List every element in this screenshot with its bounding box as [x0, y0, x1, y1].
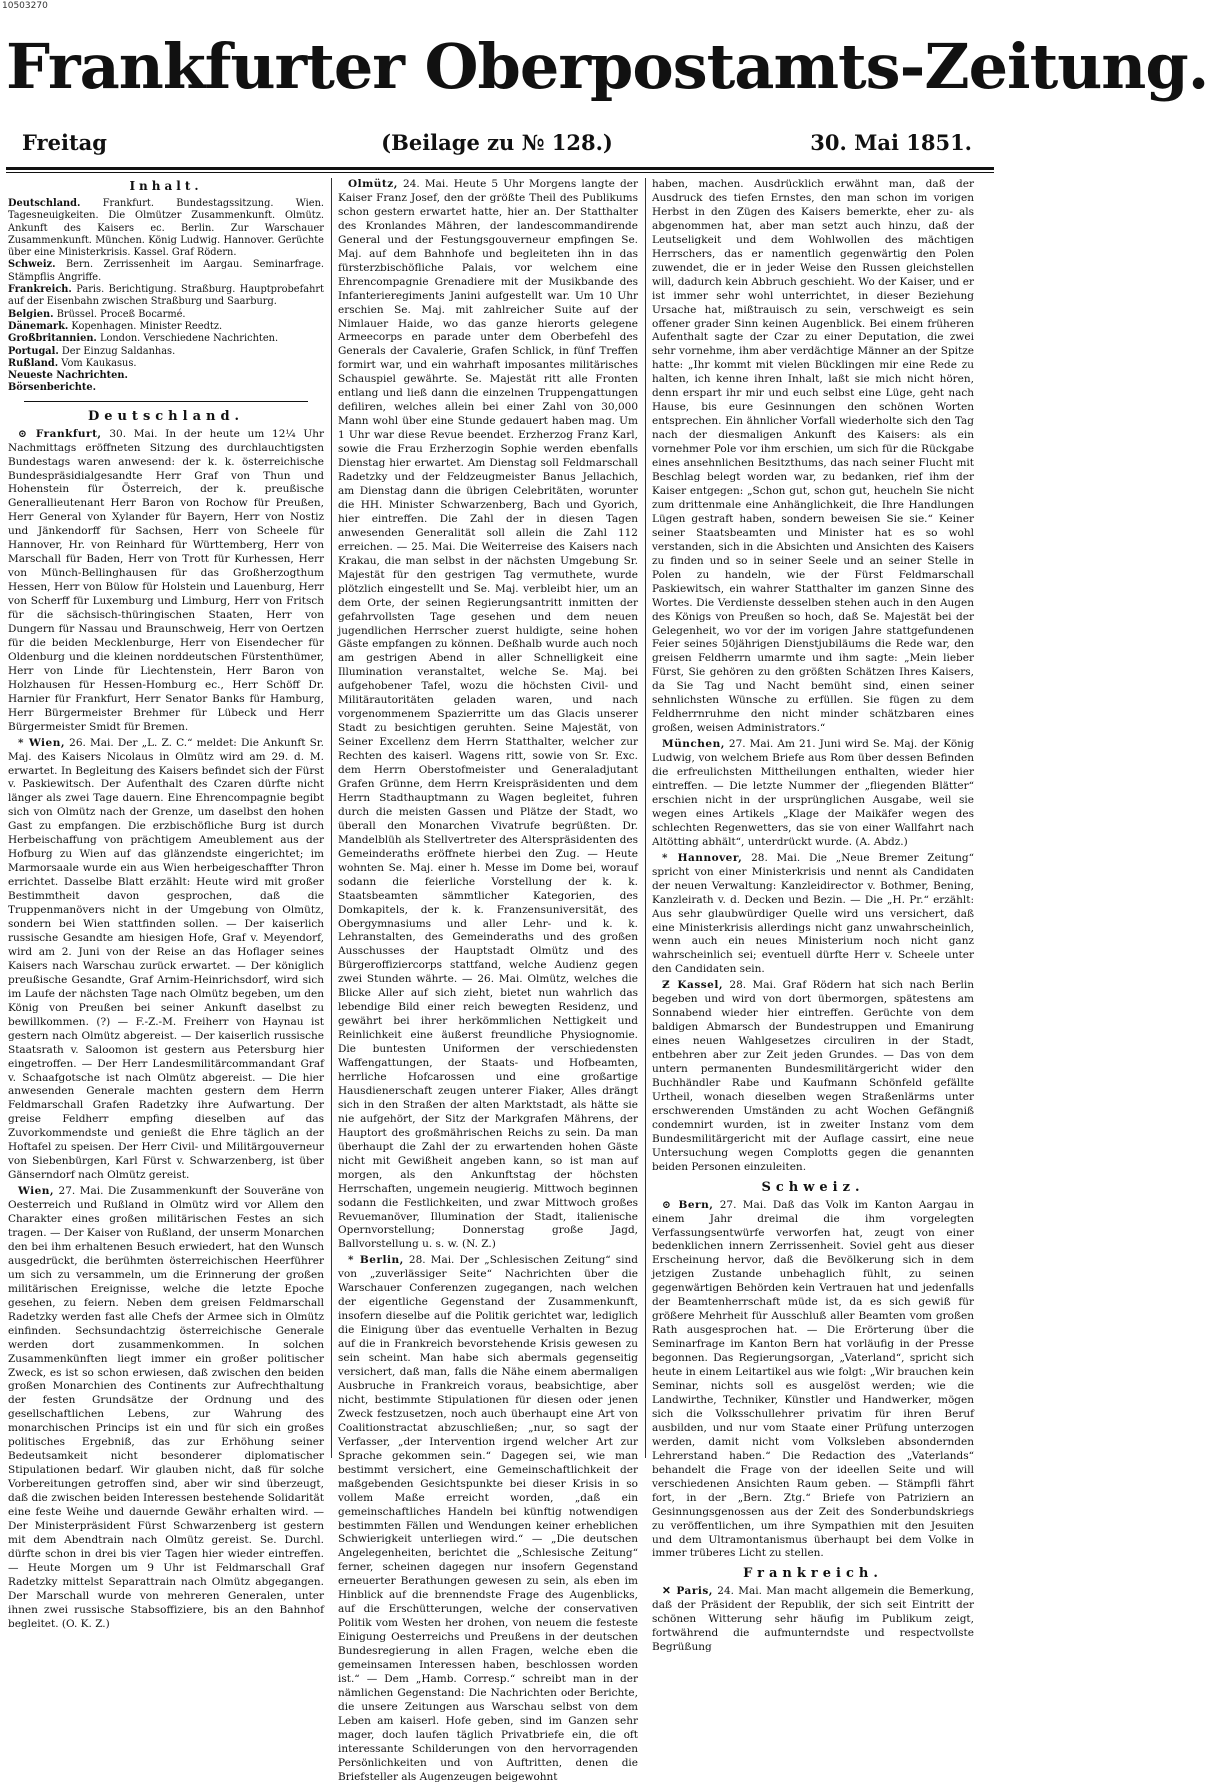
article-text: 28. Mai. Graf Rödern hat sich nach Berlin begeben und wird von dort übermorgen, spätestens am Sonnabend wieder hier eintreffen. Gerüchte von dem baldigen Abmarsch der Bundestruppen und Emanirung eines neuen Wahlgesetzes circuliren in der Stadt, entbehren aber zur Zeit jeden Grundes. — Das von dem untern permanenten Bundesmilitärgericht wider den Buchhändler Rabe und Kaufmann Schönfeld gefällte Urtheil, wonach dieselben wegen Straßenlärms unter erschwerenden Umständen zu acht Wochen Gefängniß condemnirt wurden, ist in zweiter Instanz vom dem Bundesmilitärgericht mit der Auflage cassirt, eine neue Untersuchung wegen Complotts gegen die genannten beiden Personen einzuleiten.	[652, 979, 974, 1173]
article-paragraph	[652, 738, 974, 850]
toc-entry	[8, 198, 324, 259]
toc-entry	[8, 309, 324, 321]
section-title: Deutschland.	[87, 408, 245, 424]
article-paragraph	[8, 1185, 324, 1632]
dateline-date: 30. Mai 1851.	[810, 130, 972, 155]
toc-text: Paris. Berichtigung. Straßburg. Hauptprobefahrt auf der Eisenbahn zwischen Straßburg und Saarburg.	[8, 284, 324, 308]
header-rule-thin	[6, 172, 994, 173]
toc-list	[8, 198, 324, 395]
article-dateline: Olmütz,	[348, 178, 398, 190]
toc-text: Der Einzug Saldanhas.	[58, 345, 176, 357]
article-dateline: ✕ Paris,	[662, 1585, 713, 1598]
article-dateline: Ƶ Kassel,	[662, 979, 723, 992]
column-divider	[645, 178, 646, 1458]
dateline-day: Freitag	[22, 130, 107, 155]
toc-section: Neueste Nachrichten.	[8, 370, 128, 382]
column-3-articles	[652, 178, 974, 1655]
toc-entry	[8, 333, 324, 345]
toc-entry	[8, 284, 324, 309]
dateline	[22, 130, 972, 160]
article-dateline: * Berlin,	[348, 1254, 404, 1267]
toc-text: Vom Kaukasus.	[58, 357, 137, 369]
toc-entry	[8, 382, 324, 394]
article-text: 28. Mai. Die „Neue Bremer Zeitung“ spricht von einer Ministerkrisis und nennt als Candidaten der neuen Verwaltung: Kanzleidirector v. Bothmer, Bening, Kanzleirath v. d. Decken und Bezin. — Die „H. Pr.“ erzählt: Aus sehr glaubwürdiger Quelle wird uns versichert, daß eine Ministerkrisis allerdings nicht ganz unwahrscheinlich, wenn auch ein neues Ministerium noch nicht ganz wahrscheinlich sei; eventuell dürfte Herr v. Scheele unter den Candidaten sein.	[652, 851, 974, 976]
column-3	[652, 178, 974, 1654]
article-text: 24. Mai. Man macht allgemein die Bemerkung, daß der Präsident der Republik, der sich seit Eintritt der schönen Witterung sehr häufig im Publikum zeigt, fortwährend die aufmunterndste und respectvollste Begrüßung	[652, 1585, 974, 1654]
article-paragraph	[8, 737, 324, 1184]
toc-section: Schweiz.	[8, 259, 56, 271]
article-paragraph	[338, 1254, 638, 1784]
column-divider	[331, 178, 332, 1458]
column-2-articles	[338, 178, 638, 1785]
article-text: 27. Mai. Daß das Volk im Kanton Aargau in einem Jahr dreimal die ihm vorgelegten Verfassungsentwürfe verworfen hat, zeugt von einer bedenklichen innern Zerrissenheit. Soviel geht aus dieser Erscheinung hervor, daß die Bevölkerung sich in dem jetzigen Zustande unbehaglich fühlt, zu seinen gegenwärtigen Behörden kein Vertrauen hat und jedenfalls der Beamtenherrschaft müde ist, da es sich gewiß für größere Mehrheit für Ausschluß aller Beamten vom großen Rath ausgesprochen hat. — Die Erörterung über die Seminarfrage im Kanton Bern hat vorläufig in der Presse begonnen. Das Regierungsorgan, „Vaterland“, spricht sich heute in einem Leitartikel aus wie folgt: „Wir brauchen kein Seminar, nichts soll es ausgelöst werden; wie die Landwirthe, Techniker, Künstler und Handwerker, mögen sich die Volksschullehrer privatim für ihren Beruf ausbilden, und nur vom Staate einer Prüfung unterzogen werden, damit nicht vom Volksleben absondernden Lehrerstand haben.“ Die Redaction des „Vaterlands“ behandelt die Frage von der ideellen Seite und will verschiedenen Ansichten Raum geben. — Stämpfli fährt fort, in der „Bern. Ztg.“ Briefe von Patriziern an Gesinnungsgenossen aus der Zeit des Sonderbundskriegs zu veröffentlichen, um ihre Sympathien mit den Jesuiten und dem Ultramontanismus überhaupt bei dem Volke in immer trüberes Licht zu stellen.	[652, 1198, 974, 1560]
toc-rule	[24, 401, 308, 402]
dateline-supplement: (Beilage zu № 128.)	[381, 130, 613, 155]
header-rule	[6, 167, 994, 170]
section-title: Schweiz.	[761, 1179, 865, 1195]
article-dateline: * Hannover,	[662, 851, 743, 864]
column-2	[338, 178, 638, 1783]
article-dateline: München,	[662, 738, 725, 751]
toc-section: Deutschland.	[8, 197, 81, 209]
page-id: 10503270	[2, 1, 48, 11]
article-dateline: ⊙ Frankfurt,	[18, 427, 102, 440]
article-dateline: * Wien,	[18, 736, 66, 749]
toc-section: Portugal.	[8, 345, 59, 357]
article-paragraph	[8, 428, 324, 735]
toc-entry	[8, 358, 324, 370]
article-text: 28. Mai. Der „Schlesischen Zeitung“ sind von „zuverlässiger Seite“ Nachrichten über die Warschauer Conferenzen zugegangen, nach welchen der eigentliche Gegenstand der Zusammenkunft, insofern dieselbe auf die Politik gerichtet war, lediglich die Einigung über das eventuelle Verhalten in Bezug auf die in Frankreich bevorstehende Krisis gewesen zu sein scheint. Man habe sich abermals gegenseitig versichert, daß man, falls die Nähe einem abermaligen Ausbruche in Frankreich voraus, beabsichtige, aber nicht, bestimmte Stipulationen für diesen oder jenen Zweck festzusetzen, noch auch überhaupt eine Art von Coalitionstractat abzuschließen; „nur, so sagt der Verfasser, „der Intervention irgend welcher Art zur Sprache gekommen sein.“ Dagegen sei, wie man bestimmt versichert, eine Gemeinschaftlichkeit der maßgebenden Gesichtspunkte bei dieser Krisis in so vollem Maße erreicht worden, „daß ein gemeinschaftliches Handeln bei künftig notwendigen bestimmten Fällen und Wendungen keiner erheblichen Schwierigkeit unterliegen wird.“ — „Die deutschen Angelegenheiten, berichtet die „Schlesische Zeitung“ ferner, scheinen dagegen nur insofern Gegenstand erneuerter Berathungen gewesen zu sein, als eben im Hinblick auf die brennendste Frage des Augenblicks, auf die Erschütterungen, welche der conservativen Politik vom Westen her drohen, von neuem die festeste Einigung Oesterreichs und Preußens in der deutschen Bundesregierung in allen Fragen, welche eben die gemeinsamen Interessen haben, beschlossen worden ist.“ — Dem „Hamb. Corresp.“ schreibt man in der nämlichen Gegenstand: Die Nachrichten oder Berichte, die unsere Zeitungen aus Warschau selbst von dem Leben am kaiserl. Hofe geben, sind im Ganzen sehr mager, doch laufen täglich Privatbriefe ein, die oft interessante Schilderungen von den hervorragenden Persönlichkeiten und von Auftritten, denen die Briefsteller als Augenzeugen beigewohnt	[338, 1254, 638, 1783]
article-paragraph	[652, 1199, 974, 1562]
article-paragraph	[652, 852, 974, 978]
toc-section: Dänemark.	[8, 320, 69, 332]
toc-section: Belgien.	[8, 308, 54, 320]
article-paragraph	[652, 979, 974, 1174]
toc-text: Frankfurt. Bundestagssitzung. Wien. Tagesneuigkeiten. Die Olmützer Zusammenkunft. Olmütz. Ankunft des Kaisers ec. Berlin. Zur Warschauer Zusammenkunft. München. König Ludwig. Hannover. Gerüchte über eine Ministerkrisis. Kassel. Graf Rödern.	[8, 197, 324, 259]
column-1	[8, 178, 324, 1630]
toc-title: Inhalt.	[129, 179, 203, 193]
article-text: 26. Mai. Der „L. Z. C.“ meldet: Die Ankunft Sr. Maj. des Kaisers Nicolaus in Olmütz wird am 29. d. M. erwartet. In Begleitung des Kaisers befindet sich der Fürst v. Paskiewitsch. Der Aufenthalt des Czaren dürfte nicht länger als zwei Tage dauern. Eine Ehrencompagnie begibt sich von Olmütz nach der Grenze, um daselbst den hohen Gast zu empfangen. Die erzbischöfliche Burg ist durch Herbeischaffung von prächtigem Ameublement aus der Hofburg zu Wien auf das glänzendste eingerichtet; im Marmorsaale wurde ein aus Wien herbeigeschaffter Thron errichtet. Dasselbe Blatt erzählt: Heute wird mit großer Bestimmtheit davon gesprochen, daß die Truppenmanövers nicht in der Umgebung von Olmütz, sondern bei Wien stattfinden sollen. — Der kaiserlich russische Gesandte am hiesigen Hofe, Graf v. Meyendorf, wird am 2. Juni von der Reise an das Hoflager seines Kaisers nach Warschau zurück erwartet. — Der königlich preußische Gesandte, Graf Arnim-Heinrichsdorf, wird sich im Laufe der nächsten Tage nach Olmütz begeben, um den König von Preußen bei seiner Ankunft daselbst zu bewillkommen. (?) — F.-Z.-M. Freiherr von Haynau ist gestern nach Olmütz abgereist. — Der kaiserlich russische Staatsrath v. Saloomon ist gestern aus Petersburg hier eingetroffen. — Der Herr Landesmilitärcommandant Graf v. Schaafgotsche ist nach Olmütz abgereist. — Die hier anwesenden Generale machten gestern dem Herrn Feldmarschall Grafen Radetzky ihre Aufwartung. Der greise Feldherr empfing dieselben auf das Zuvorkommendste und genießt die Ehre täglich an der Hoftafel zu speisen. Der Herr Civil- und Militärgouverneur von Siebenbürgen, Karl Fürst v. Schwarzenberg, ist über Gänserndorf nach Olmütz gereist.	[8, 736, 324, 1182]
toc-section: Rußland.	[8, 357, 59, 369]
toc-entry	[8, 370, 324, 382]
column-1-articles	[8, 428, 324, 1632]
article-text: 27. Mai. Am 21. Juni wird Se. Maj. der König Ludwig, von welchem Briefe aus Rom über dessen Befinden die erfreulichsten Mittheilungen enthalten, wieder hier eintreffen. — Die letzte Nummer der „fliegenden Blätter“ erschien nicht in der ursprünglichen Ausgabe, weil sie wegen eines Artikels „Klage der Maikäfer wegen des schlechten Regenwetters, das sie von einer Wallfahrt nach Altötting abhält“, unterdrückt wurde. (A. Abdz.)	[652, 738, 974, 848]
section-title: Frankreich.	[743, 1566, 883, 1582]
toc-section: Großbritannien.	[8, 333, 97, 345]
toc-text: London. Verschiedene Nachrichten.	[96, 333, 279, 345]
article-text: haben, machen. Ausdrücklich erwähnt man, daß der Ausdruck des tiefen Ernstes, den man schon im vorigen Herbst in den Zügen des Kaisers bemerkte, eher zu- als abgenommen hat, aber man setzt auch hinzu, daß der Leutseligkeit und dem Wohlwollen des mächtigen Herrschers, das er namentlich gegenwärtig den Polen zuwendet, die er in jeder Weise den Russen gleichstellen will, dadurch kein Abbruch geschieht. Wo der Kaiser, und er ist immer sehr wohl unterrichtet, in dieser Beziehung Ursache hat, mißtrauisch zu sein, verschweigt es sein offener grader Sinn keinen Augenblick. Bei einem früheren Aufenthalt sagte der Czar zu einer Deputation, die zwei sehr vornehme, ihm aber verdächtige Männer an der Spitze hatte: „Ihr kommt mit vielen Bücklingen mir eine Rede zu halten, ich kenne ihren Inhalt, laßt sie mich nicht hören, denn erspart ihr mir und euch selbst eine Lüge, geht nach Hause, bis eure Gesinnungen den schönen Worten entsprechen. Ein ähnlicher Vorfall wiederholte sich den Tag nach der diesmaligen Ankunft des Kaisers: als ein vornehmer Pole vor ihm erschien, um sich für die Rückgabe eines ansehnlichen Besitzthums, das nach seiner Flucht mit Beschlag belegt worden war, zu bedanken, rief ihm der Kaiser entgegen: „Schon gut, schon gut, heucheln Sie nicht zum drittenmale eine Anhänglichkeit, die Ihre Handlungen Lügen gestraft haben, sondern beweisen Sie sie.“ Keiner seiner Staatsbeamten und Minister hat es so wohl verstanden, sich in die Absichten und Ansichten des Kaisers zu finden und so in seiner Seele und an seiner Stelle in Polen zu handeln, wie der Fürst Feldmarschall Paskiewitsch, ein wahrer Statthalter im ganzen Sinne des Wortes. Die Verdienste desselben stehen auch in den Augen des Königs von Preußen so hoch, daß Se. Majestät bei der Gelegenheit, wo vor der im vorigen Jahre stattgefundenen Feier seines 50jährigen Dienstjubiläums die Rede war, den greisen Feldherrn umarmte und ihm sagte: „Mein lieber Fürst, Sie gehören zu den größten Schätzen Ihres Kaisers, da Sie Tag und Nacht bemüht sind, einen seiner sehnlichsten Wünsche zu erfüllen. Sie fügen zu dem Feldherrnruhme den nicht minder schätzbaren eines großen, weisen Administrators.“	[652, 178, 974, 735]
toc-text: Bern. Zerrissenheit im Aargau. Seminarfrage. Stämpflis Angriffe.	[8, 259, 324, 283]
article-paragraph	[338, 178, 638, 1252]
article-text: 27. Mai. Die Zusammenkunft der Souveräne von Oesterreich und Rußland in Olmütz wird vor Allem den Charakter eines großen militärischen Festes an sich tragen. — Der Kaiser von Rußland, der unserm Monarchen den bei ihm erhaltenen Besuch erwiedert, hat den Wunsch ausgedrückt, die berühmten österreichischen Heerführer um sich zu versammeln, um die Erinnerung der großen militärischen Ereignisse, welche die letzte Epoche gesehen, zu feiern. Neben dem greisen Feldmarschall Radetzky werden fast alle Chefs der Armee sich in Olmütz einfinden. Sechsundachtzig österreichische Generale werden dort zusammenkommen. In solchen Zusammenkünften liegt immer ein großer politischer Zweck, es ist so schon erwiesen, daß zwischen den beiden großen Monarchien des Continents zur Aufrechthaltung der festen Grundsätze der Ordnung und des gesellschaftlichen Lebens, zur Wahrung des monarchischen Princips ist ein und für sich ein großes politisches Ergebniß, das zur Erhöhung seiner Bedeutsamkeit nicht besonderer diplomatischer Stipulationen bedarf. Wir glauben nicht, daß für solche Vorbereitungen getroffen sind, aber wir sind überzeugt, daß die zwischen beiden Interessen bestehende Solidarität eine feste Weihe und dauernde Gewähr erhalten wird. — Der Ministerpräsident Fürst Schwarzenberg ist gestern mit dem Abendtrain nach Olmütz gereist. Se. Durchl. dürfte schon in drei bis vier Tagen hier wieder eintreffen. — Heute Morgen um 9 Uhr ist Feldmarschall Graf Radetzky mittelst Separattrain nach Olmütz abgegangen. Der Marschall wurde von mehreren Generalen, unter ihnen zwei russische Stabsoffiziere, bis an den Bahnhof begleitet. (O. K. Z.)	[8, 1185, 324, 1630]
toc-entry	[8, 321, 324, 333]
toc-entry	[8, 259, 324, 284]
toc-section: Börsenberichte.	[8, 382, 97, 394]
article-dateline: Wien,	[18, 1185, 55, 1198]
article-paragraph	[652, 1585, 974, 1655]
article-dateline: ⊙ Bern,	[662, 1198, 714, 1211]
article-text: 24. Mai. Heute 5 Uhr Morgens langte der Kaiser Franz Josef, den der größte Theil des Publikums schon gestern erwartet hatte, hier an. Der Statthalter des Kronlandes Mähren, der landescommandirende General und der Festungsgouverneur empfingen Se. Maj. auf dem Bahnhofe und begleiteten ihn in das fürsterzbischöfliche Palais, vor welchem eine Ehrencompagnie Grenadiere mit der Musikbande des Infanterieregiments Janini aufgestellt war. Um 10 Uhr erschien Se. Maj. mit zahlreicher Suite auf der Nimlauer Haide, wo das ganze hierorts gelegene Armeecorps en parade unter dem Oberbefehl des Generals der Cavalerie, Grafen Schlick, in fünf Treffen formirt war, und ein wahrhaft imposantes militärisches Schauspiel gewährte. Se. Majestät ritt alle Fronten entlang und ließ dann die einzelnen Truppengattungen defiliren, welches allein bei einer Zahl von 30,000 Mann wohl über eine Stunde gedauert haben mag. Um 1 Uhr war diese Revue beendet. Erzherzog Franz Karl, sowie die Frau Erzherzogin Sophie werden ebenfalls Dienstag hier erwartet. Am Dienstag soll Feldmarschall Radetzky und der Feldzeugmeister Banus Jellachich, am Dienstag dann die übrigen Celebritäten, worunter die HH. Minister Schwarzenberg, Bach und Gyorich, hier eintreffen. Die Zahl der in diesen Tagen anwesenden Generalität soll allein die Zahl 112 erreichen. — 25. Mai. Die Weiterreise des Kaisers nach Krakau, die man selbst in der nächsten Umgebung Sr. Majestät für den gestrigen Tag vermuthete, wurde plötzlich eingestellt und Se. Maj. verbleibt hier, um an dem Orte, der seinen Regierungsantritt inmitten der gefahrvollsten Tage gesehen und dem neuen jugendlichen Herrscher zuerst huldigte, seine hohen Gäste empfangen zu können. Deßhalb wurde auch noch am gestrigen Abend in aller Schnelligkeit eine Illumination veranstaltet, welche Se. Maj. bei aufgehobener Tafel, wozu die höchsten Civil- und Militärautoritäten geladen waren, und nach vorgenommenem Spazierritte um das Glacis unserer Stadt zu besichtigen geruhten. Seine Majestät, von Seiner Excellenz dem Herrn Statthalter, welcher zur Rechten des kaiserl. Wagens ritt, sowie von Sr. Exc. dem Herrn Oberstofmeister und Generaladjutant Grafen Grünne, dem Herrn Kreispräsidenten und dem Herrn Stadthauptmann zu Wagen begleitet, fuhren durch die meisten Gassen und Plätze der Stadt, wo überall den Monarchen Vivatrufe begrüßten. Dr. Mandelblüh als Stellvertreter des Alterspräsidenten des Gemeinderaths eröffnete hierbei den Zug. — Heute wohnten Se. Maj. einer h. Messe im Dome bei, worauf sodann die feierliche Vorstellung der k. k. Staatsbeamten sämmtlicher Kategorien, des Domkapitels, der k. k. Franzensuniversität, des Obergymnasiums und aller Lehr- und k. k. Lehranstalten, des Gemeinderaths und des großen Ausschusses der Hauptstadt Olmütz und des Bürgeroffiziercorps stattfand, welche Audienz gegen zwei Stunden währte. — 26. Mai. Olmütz, welches die Blicke Aller auf sich zieht, bietet nun wahrlich das lebendige Bild einer reich bewegten Residenz, und gewährt bei ihrer herkömmlichen Nettigkeit und Reinlichkeit eine äußerst freundliche Physiognomie. Die buntesten Uniformen der verschiedensten Waffengattungen, der Staats- und Hofbeamten, herrliche Hofcarossen und eine großartige Hausdienerschaft zeugen unterer Fiaker, Alles drängt sich in den Straßen der alten Marktstadt, als hätte sie nie aufgehört, der Sitz der Markgrafen Mährens, der Hauptort des großmährischen Reichs zu sein. Da man überhaupt die Zahl der zu erwartenden hohen Gäste nicht mit Gewißheit angeben kann, so ist man auf morgen, als den Ankunftstag der höchsten Herrschaften, ungemein neugierig. Mittwoch beginnen sodann die Festlichkeiten, und zwar Mittwoch großes Revuemanöver, Illumination der Stadt, italienische Opernvorstellung; Donnerstag große Jagd, Ballvorstellung u. s. w. (N. Z.)	[338, 178, 638, 1251]
toc-section: Frankreich.	[8, 284, 72, 296]
table-of-contents	[8, 180, 324, 395]
article-paragraph	[652, 178, 974, 736]
toc-text: Brüssel. Proceß Bocarmé.	[53, 308, 186, 320]
toc-entry	[8, 346, 324, 358]
masthead-title: Frankfurter Oberpostamts-Zeitung.	[6, 30, 1208, 103]
article-text: 30. Mai. In der heute um 12¼ Uhr Nachmittags eröffneten Sitzung des durchlauchtigsten Bundestags waren anwesend: der k. k. österreichische Bundespräsidialgesandte Herr Graf von Thun und Hohenstein für Österreich, der k. preußische Generallieutenant Herr Baron von Rochow für Preußen, Herr General von Xylander für Bayern, Herr von Nostiz und Jänkendorff für Sachsen, Herr von Scheele für Hannover, Hr. von Reinhard für Württemberg, Herr von Marschall für Baden, Herr von Trott für Kurhessen, Herr von Münch-Bellinghausen für das Großherzogthum Hessen, Herr von Bülow für Holstein und Lauenburg, Herr von Scherff für Luxemburg und Limburg, Herr von Fritsch für die sächsisch-thüringischen Staaten, Herr von Dungern für Nassau und Braunschweig, Herr von Oertzen für die beiden Mecklenburge, Herr von Eisendecher für Oldenburg und die kleinen norddeutschen Fürstenthümer, Herr von Linde für Liechtenstein, Herr Baron von Holzhausen für Hessen-Homburg ec., Herr Schöff Dr. Harnier für Frankfurt, Herr Senator Banks für Hamburg, Herr Bürgermeister Brehmer für Lübeck und Herr Bürgermeister Smidt für Bremen.	[8, 427, 324, 733]
toc-text: Kopenhagen. Minister Reedtz.	[68, 320, 223, 332]
